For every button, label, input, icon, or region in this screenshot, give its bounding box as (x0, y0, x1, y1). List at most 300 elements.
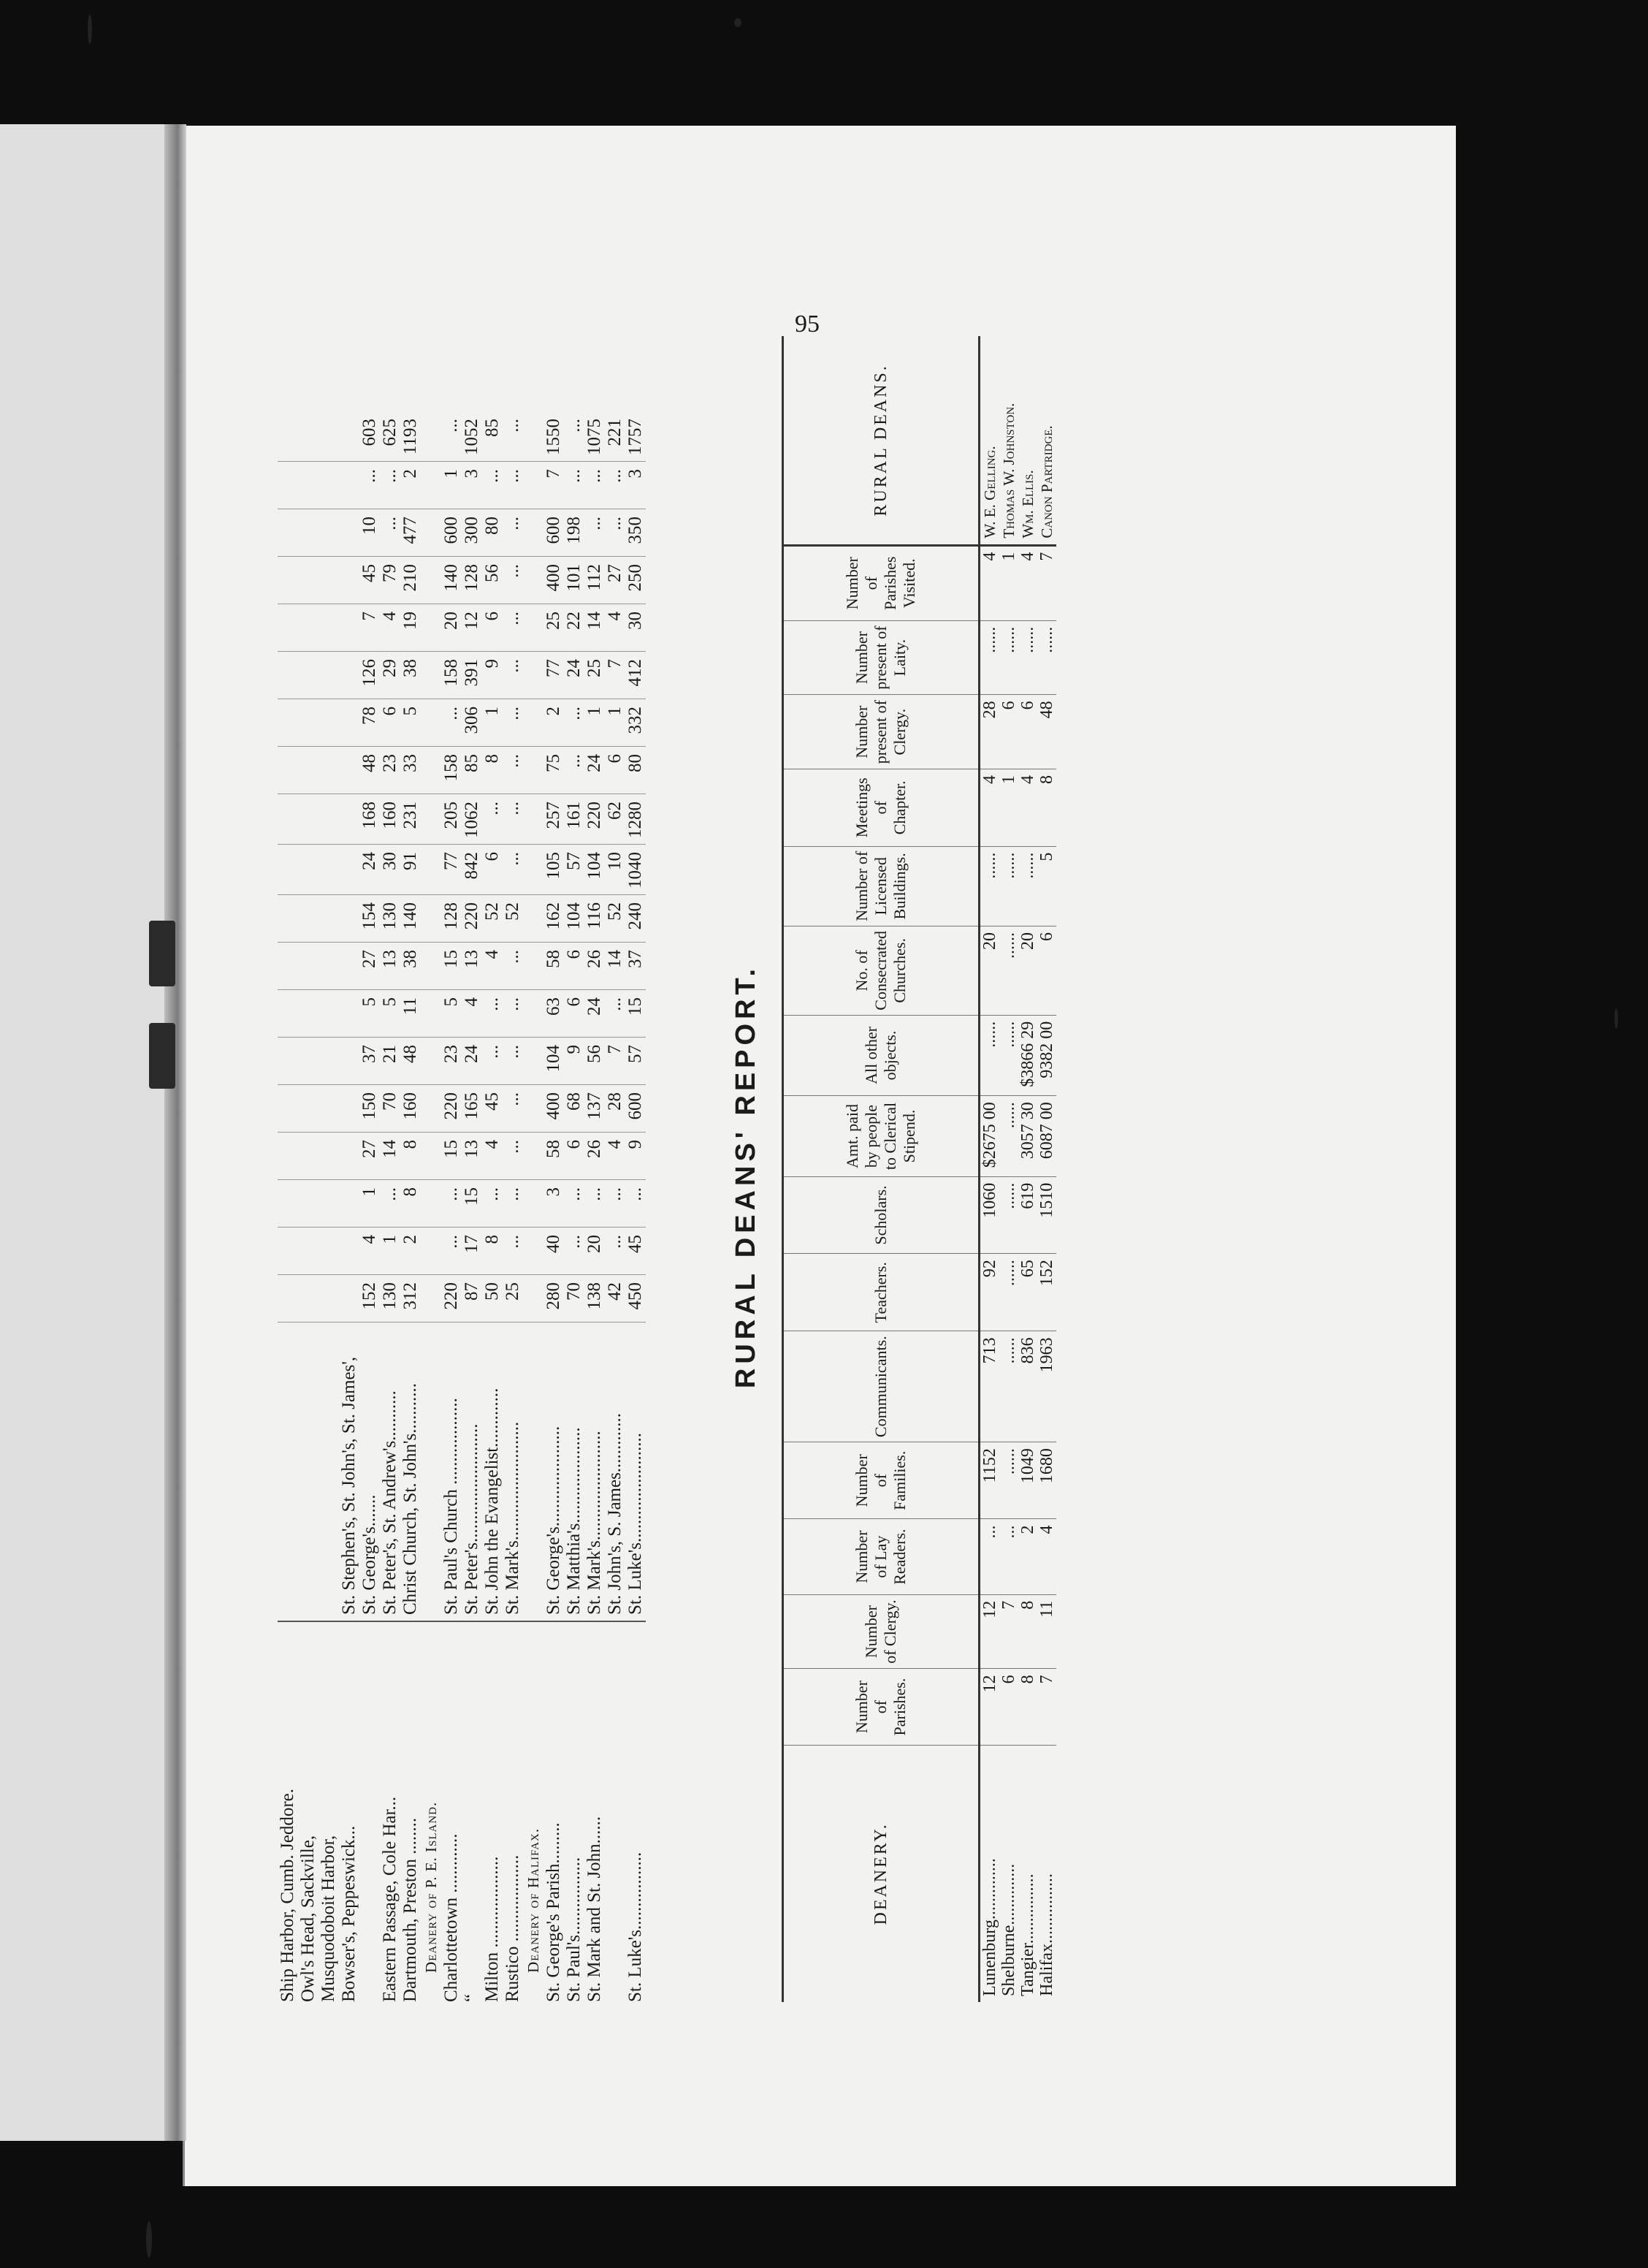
value-cell: ...... (1018, 846, 1037, 926)
value-cell: 6087 00 (1037, 1096, 1056, 1177)
value-cell: 33 (400, 747, 421, 794)
deanery-cell: Bowser's, Peppeswick... (339, 1825, 359, 2002)
value-cell (339, 943, 359, 990)
value-cell: 30 (380, 845, 400, 895)
value-cell (318, 462, 339, 509)
value-cell: 87 (462, 1275, 482, 1323)
value-cell (339, 1038, 359, 1085)
value-cell: 15 (625, 990, 646, 1038)
value-cell (523, 1038, 543, 1085)
value-cell: 85 (482, 411, 503, 462)
binding-gutter (164, 124, 186, 2141)
value-cell: 7 (543, 462, 564, 509)
value-cell: ... (564, 1180, 584, 1228)
value-cell (298, 943, 318, 990)
column-header: Number of Licensed Buildings. (783, 846, 980, 926)
value-cell: 1680 (1037, 1442, 1056, 1519)
value-cell: 9 (564, 1038, 584, 1085)
value-cell: 5 (441, 990, 462, 1038)
parish-cell: St. Peter's, St. Andrew's........... (380, 1323, 400, 1622)
value-cell: 58 (543, 1133, 564, 1180)
value-cell (339, 990, 359, 1038)
value-cell: 231 (400, 794, 421, 845)
value-cell: ... (380, 509, 400, 557)
value-cell: 836 (1018, 1331, 1037, 1442)
value-cell: 58 (543, 943, 564, 990)
report-title: RURAL DEANS' REPORT. (730, 964, 761, 1389)
value-cell: ... (503, 1085, 523, 1133)
value-cell (421, 990, 441, 1038)
deanery-name: Lunenburg.............. (980, 1858, 999, 1996)
value-cell: 21 (380, 1038, 400, 1085)
value-cell: ... (605, 509, 625, 557)
value-cell: 6 (380, 699, 400, 747)
value-cell: ... (564, 462, 584, 509)
value-cell: 1060 (980, 1176, 1000, 1253)
facing-page-edge (0, 124, 183, 2141)
value-cell: 128 (462, 557, 482, 604)
value-cell: 1062 (462, 794, 482, 845)
column-header: Number of Lay Readers. (783, 1519, 980, 1594)
value-cell: ...... (999, 846, 1018, 926)
value-cell: 8 (400, 1133, 421, 1180)
value-cell: 220 (441, 1085, 462, 1133)
value-cell: 14 (584, 604, 605, 652)
table-row (400, 411, 421, 2002)
value-cell: 92 (980, 1254, 1000, 1331)
value-cell (278, 747, 298, 794)
value-cell (523, 845, 543, 895)
value-cell: 27 (359, 943, 380, 990)
value-cell: 6 (999, 1669, 1018, 1745)
value-cell: 240 (625, 895, 646, 943)
value-cell: 1 (584, 699, 605, 747)
value-cell: 158 (441, 747, 462, 794)
value-cell: 1 (380, 1228, 400, 1275)
value-cell: 10 (605, 845, 625, 895)
value-cell: 205 (441, 794, 462, 845)
value-cell: ... (503, 652, 523, 699)
value-cell: 6 (564, 1133, 584, 1180)
value-cell: 5 (380, 990, 400, 1038)
deanery-cell: “ (462, 1993, 481, 2002)
value-cell (339, 699, 359, 747)
value-cell: ... (605, 1228, 625, 1275)
value-cell (421, 699, 441, 747)
column-header: Amt. paid by people to Clerical Stipend. (783, 1096, 980, 1177)
value-cell (278, 462, 298, 509)
value-cell: ... (980, 1519, 1000, 1594)
value-cell: 154 (359, 895, 380, 943)
value-cell (298, 1228, 318, 1275)
parish-cell: St. Peter's.......................... (462, 1323, 482, 1622)
value-cell: 42 (605, 1275, 625, 1323)
deanery-name: Shelburne.............. (999, 1863, 1018, 1996)
value-cell (421, 1180, 441, 1228)
value-cell: 13 (462, 943, 482, 990)
deanery-name: Halifax................ (1037, 1873, 1056, 1996)
value-cell: 20 (584, 1228, 605, 1275)
value-cell: 4 (462, 990, 482, 1038)
column-header: Number of Parishes Visited. (783, 545, 980, 620)
value-cell (339, 652, 359, 699)
value-cell: 168 (359, 794, 380, 845)
value-cell (523, 943, 543, 990)
value-cell: 3057 30 (1018, 1096, 1037, 1177)
value-cell: 312 (400, 1275, 421, 1323)
value-cell: 5 (400, 699, 421, 747)
value-cell: ...... (999, 926, 1018, 1015)
column-header: Scholars. (783, 1176, 980, 1253)
value-cell (298, 652, 318, 699)
value-cell (278, 652, 298, 699)
deanery-cell: Deanery of P. E. Island. (422, 1801, 440, 1973)
value-cell: 19 (400, 604, 421, 652)
value-cell: ... (564, 699, 584, 747)
value-cell (298, 990, 318, 1038)
column-header: Teachers. (783, 1254, 980, 1331)
value-cell: 25 (503, 1275, 523, 1323)
value-cell: ...... (999, 1176, 1018, 1253)
value-cell: 257 (543, 794, 564, 845)
value-cell: ...... (980, 620, 1000, 695)
value-cell (421, 1275, 441, 1323)
value-cell: 625 (380, 411, 400, 462)
value-cell: 12 (462, 604, 482, 652)
value-cell: 400 (543, 1085, 564, 1133)
value-cell: 250 (625, 557, 646, 604)
value-cell: ... (380, 1180, 400, 1228)
section-heading-row (421, 411, 441, 2002)
value-cell: 477 (400, 509, 421, 557)
table-row (625, 411, 646, 2002)
value-cell: 2 (1018, 1519, 1037, 1594)
value-cell: 1 (999, 545, 1018, 620)
value-cell: 26 (584, 1133, 605, 1180)
value-cell (339, 1275, 359, 1323)
value-cell: ... (625, 1180, 646, 1228)
value-cell: 101 (564, 557, 584, 604)
value-cell: 4 (1018, 769, 1037, 847)
value-cell: 10 (359, 509, 380, 557)
parish-cell: St. Mark's.......................... (503, 1323, 523, 1622)
value-cell: 11 (400, 990, 421, 1038)
value-cell: 28 (605, 1085, 625, 1133)
value-cell (339, 411, 359, 462)
value-cell: 52 (605, 895, 625, 943)
value-cell (298, 895, 318, 943)
value-cell: 105 (543, 845, 564, 895)
deanery-cell: Charlottetown ............. (441, 1833, 461, 2002)
table-row (380, 411, 400, 2002)
value-cell: 4 (482, 943, 503, 990)
value-cell: 603 (359, 411, 380, 462)
value-cell: 140 (400, 895, 421, 943)
value-cell: 6 (999, 695, 1018, 769)
value-cell: 8 (400, 1180, 421, 1228)
value-cell: 160 (400, 1085, 421, 1133)
value-cell: 152 (1037, 1254, 1056, 1331)
value-cell (421, 845, 441, 895)
value-cell (298, 411, 318, 462)
value-cell (278, 699, 298, 747)
value-cell (278, 1180, 298, 1228)
value-cell: 80 (625, 747, 646, 794)
value-cell: 52 (482, 895, 503, 943)
value-cell: 8 (482, 1228, 503, 1275)
value-cell: 28 (980, 695, 1000, 769)
value-cell: 6 (1018, 695, 1037, 769)
value-cell (523, 652, 543, 699)
value-cell (421, 652, 441, 699)
value-cell: 4 (980, 769, 1000, 847)
value-cell (318, 845, 339, 895)
value-cell (298, 462, 318, 509)
value-cell: 63 (543, 990, 564, 1038)
value-cell (523, 1228, 543, 1275)
value-cell (421, 895, 441, 943)
value-cell (318, 411, 339, 462)
value-cell: 4 (482, 1133, 503, 1180)
value-cell: 6 (482, 604, 503, 652)
deanery-cell: Eastern Passage, Cole Har... (380, 1796, 400, 2002)
value-cell (421, 1228, 441, 1275)
value-cell (421, 557, 441, 604)
value-cell (278, 604, 298, 652)
value-cell (298, 1275, 318, 1323)
value-cell: ...... (980, 846, 1000, 926)
value-cell: 112 (584, 557, 605, 604)
value-cell: 56 (584, 1038, 605, 1085)
value-cell: 306 (462, 699, 482, 747)
value-cell: 11 (1037, 1594, 1056, 1669)
value-cell: 38 (400, 652, 421, 699)
value-cell: 400 (543, 557, 564, 604)
value-cell (278, 1228, 298, 1275)
value-cell: 65 (1018, 1254, 1037, 1331)
value-cell: ... (605, 462, 625, 509)
value-cell: ... (564, 1228, 584, 1275)
parish-cell (298, 1323, 318, 1622)
value-cell (298, 1038, 318, 1085)
value-cell (318, 1275, 339, 1323)
value-cell: ... (605, 1180, 625, 1228)
value-cell: 15 (441, 1133, 462, 1180)
value-cell (523, 1180, 543, 1228)
value-cell (318, 1228, 339, 1275)
value-cell: ... (584, 509, 605, 557)
value-cell (298, 1180, 318, 1228)
value-cell: ...... (999, 1096, 1018, 1177)
value-cell: 1510 (1037, 1176, 1056, 1253)
value-cell (278, 411, 298, 462)
table-row (605, 411, 625, 2002)
value-cell: 25 (543, 604, 564, 652)
value-cell: 1049 (1018, 1442, 1037, 1519)
value-cell (421, 604, 441, 652)
value-cell: ... (503, 845, 523, 895)
value-cell: 1052 (462, 411, 482, 462)
value-cell (278, 1133, 298, 1180)
value-cell (318, 1133, 339, 1180)
value-cell: ...... (999, 620, 1018, 695)
value-cell: 130 (380, 1275, 400, 1323)
value-cell: 1550 (543, 411, 564, 462)
value-cell: 8 (1037, 769, 1056, 847)
value-cell: 6 (482, 845, 503, 895)
value-cell: 210 (400, 557, 421, 604)
value-cell: ... (564, 747, 584, 794)
value-cell: 8 (1018, 1669, 1037, 1745)
value-cell: 1280 (625, 794, 646, 845)
value-cell: ... (482, 1180, 503, 1228)
value-cell: 116 (584, 895, 605, 943)
value-cell: 412 (625, 652, 646, 699)
value-cell (523, 557, 543, 604)
page-number: 95 (795, 311, 820, 338)
value-cell: 5 (359, 990, 380, 1038)
table-row (584, 411, 605, 2002)
column-header: Number of Families. (783, 1442, 980, 1519)
value-cell: ...... (999, 1015, 1018, 1096)
value-cell (278, 557, 298, 604)
column-header: Number of Parishes. (783, 1669, 980, 1745)
value-cell: ... (503, 1133, 523, 1180)
value-cell (278, 1085, 298, 1133)
value-cell: 220 (441, 1275, 462, 1323)
column-header: All other objects. (783, 1015, 980, 1096)
value-cell: 15 (441, 943, 462, 990)
value-cell: ... (503, 747, 523, 794)
value-cell: 1040 (625, 845, 646, 895)
value-cell: ... (503, 794, 523, 845)
value-cell: 7 (359, 604, 380, 652)
value-cell (523, 604, 543, 652)
value-cell: 14 (605, 943, 625, 990)
value-cell: 20 (1018, 926, 1037, 1015)
value-cell: 12 (980, 1669, 1000, 1745)
value-cell: 13 (380, 943, 400, 990)
value-cell: ... (584, 1180, 605, 1228)
value-cell (298, 845, 318, 895)
value-cell (421, 794, 441, 845)
value-cell: 91 (400, 845, 421, 895)
value-cell: 4 (980, 545, 1000, 620)
value-cell: ... (503, 604, 523, 652)
value-cell: ... (503, 557, 523, 604)
value-cell: 70 (380, 1085, 400, 1133)
deanery-cell: Dartmouth, Preston ........ (400, 1817, 420, 2002)
table-row (543, 411, 564, 2002)
value-cell: 391 (462, 652, 482, 699)
scan-speck (146, 2221, 152, 2258)
value-cell: 600 (543, 509, 564, 557)
value-cell: 48 (400, 1038, 421, 1085)
value-cell: 161 (564, 794, 584, 845)
parish-statistics-table (278, 336, 716, 2002)
value-cell: 26 (584, 943, 605, 990)
value-cell: 25 (584, 652, 605, 699)
value-cell: 4 (605, 604, 625, 652)
value-cell (523, 509, 543, 557)
value-cell: 4 (359, 1228, 380, 1275)
value-cell: 24 (584, 747, 605, 794)
column-header: Number present of Clergy. (783, 695, 980, 769)
table-row (339, 411, 359, 2002)
value-cell: 48 (359, 747, 380, 794)
parish-cell: St. Stephen's, St. John's, St. James', (339, 1323, 359, 1622)
value-cell: 48 (1037, 695, 1056, 769)
value-cell (523, 411, 543, 462)
value-cell (278, 794, 298, 845)
value-cell (339, 747, 359, 794)
value-cell (318, 794, 339, 845)
value-cell: 6 (564, 943, 584, 990)
value-cell: 20 (441, 604, 462, 652)
parish-cell: St. Mark's........................ (584, 1323, 605, 1622)
value-cell (298, 604, 318, 652)
value-cell: ... (482, 794, 503, 845)
value-cell: 130 (380, 895, 400, 943)
table-row (278, 411, 298, 2002)
value-cell (318, 943, 339, 990)
value-cell (523, 1085, 543, 1133)
value-cell: ... (605, 990, 625, 1038)
value-cell: ... (441, 699, 462, 747)
rural-dean-name: Thomas W. Johnston. (999, 336, 1018, 545)
value-cell (523, 747, 543, 794)
value-cell (339, 794, 359, 845)
deanery-cell: St. Luke's................. (625, 1852, 645, 2002)
value-cell (421, 943, 441, 990)
value-cell: 152 (359, 1275, 380, 1323)
value-cell: 70 (564, 1275, 584, 1323)
value-cell: 9 (482, 652, 503, 699)
value-cell: ...... (999, 1442, 1018, 1519)
value-cell: 79 (380, 557, 400, 604)
value-cell: 1 (359, 1180, 380, 1228)
value-cell (523, 895, 543, 943)
value-cell: 24 (462, 1038, 482, 1085)
value-cell: ... (503, 1228, 523, 1275)
value-cell (278, 943, 298, 990)
value-cell: 128 (441, 895, 462, 943)
value-cell: 8 (482, 747, 503, 794)
rural-dean-name: Canon Partridge. (1037, 336, 1056, 545)
value-cell (298, 557, 318, 604)
value-cell (298, 699, 318, 747)
value-cell: 6 (605, 747, 625, 794)
value-cell (318, 747, 339, 794)
value-cell: ... (999, 1519, 1018, 1594)
value-cell: 7 (1037, 545, 1056, 620)
value-cell (318, 1038, 339, 1085)
value-cell: 4 (605, 1133, 625, 1180)
value-cell (318, 699, 339, 747)
value-cell (278, 990, 298, 1038)
rotated-content (278, 336, 1169, 2002)
rural-dean-name: W. E. Gelling. (980, 336, 1000, 545)
value-cell: 23 (441, 1038, 462, 1085)
value-cell: 45 (359, 557, 380, 604)
rural-deans-table (782, 336, 1161, 2002)
value-cell: 332 (625, 699, 646, 747)
value-cell (421, 1085, 441, 1133)
value-cell: 50 (482, 1275, 503, 1323)
value-cell: 150 (359, 1085, 380, 1133)
value-cell: 3 (462, 462, 482, 509)
value-cell (339, 845, 359, 895)
